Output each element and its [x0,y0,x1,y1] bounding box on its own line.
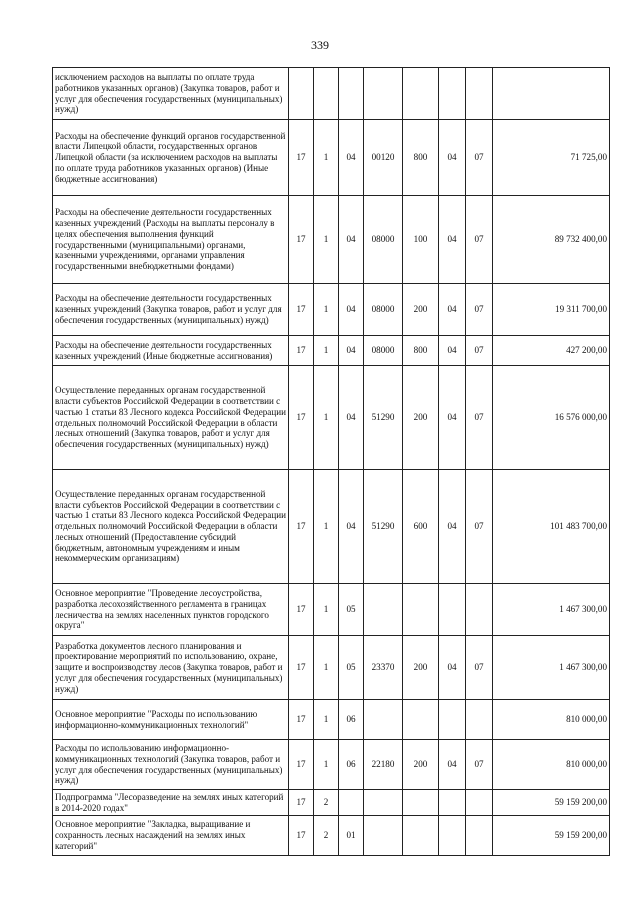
subprogram-code-cell: 2 [314,790,339,816]
row-name: Основное мероприятие "Расходы по использованию информационно-коммуникационных технологий" [53,700,289,740]
event-code-cell: 04 [339,120,364,196]
direction-code-cell [364,700,403,740]
table-row [53,816,610,856]
amount-cell [493,68,610,120]
row-name: Расходы по использованию информационно-коммуникационных технологий (Закупка товаров, работ и услуг для обеспечения государственных (муниципальных) нужд) [53,740,289,790]
expense-type-cell: 600 [403,470,439,584]
event-code-cell: 05 [339,584,364,636]
program-code-cell: 17 [289,636,314,700]
section-cell: 04 [439,366,466,470]
direction-code-cell [364,584,403,636]
subsection-cell [466,816,493,856]
subsection-cell: 07 [466,336,493,366]
section-cell [439,816,466,856]
budget-table [52,67,610,856]
expense-type-cell [403,584,439,636]
subprogram-code-cell: 1 [314,584,339,636]
amount-cell: 1 467 300,00 [493,584,610,636]
row-name: Подпрограмма "Лесоразведение на землях иных категорий в 2014-2020 годах" [53,790,289,816]
subsection-cell: 07 [466,284,493,336]
table-row [53,68,610,120]
event-code-cell [339,790,364,816]
event-code-cell: 04 [339,336,364,366]
expense-type-cell: 200 [403,284,439,336]
amount-cell: 59 159 200,00 [493,790,610,816]
program-code-cell: 17 [289,470,314,584]
program-code-cell: 17 [289,816,314,856]
row-name: Основное мероприятие "Проведение лесоустройства, разработка лесохозяйственного регламента в границах лесничества на землях населенных пунктов городского округа" [53,584,289,636]
section-cell: 04 [439,196,466,284]
expense-type-cell: 800 [403,120,439,196]
direction-code-cell: 00120 [364,120,403,196]
row-name: Осуществление переданных органам государственной власти субъектов Российской Федерации в соответствии с частью 1 статьи 83 Лесного кодекса Российской Федерации отдельных полномочий Российской Федерации в области лесных отношений (Закупка товаров, работ и услуг для обеспечения государственных (муниципальных) нужд) [53,366,289,470]
subprogram-code-cell: 1 [314,366,339,470]
section-cell: 04 [439,740,466,790]
table-row [53,584,610,636]
table-row [53,196,610,284]
direction-code-cell: 23370 [364,636,403,700]
event-code-cell: 01 [339,816,364,856]
row-name: Расходы на обеспечение деятельности государственных казенных учреждений (Иные бюджетные ассигнования) [53,336,289,366]
row-name: Разработка документов лесного планирования и проектирование мероприятий по использованию, охране, защите и воспроизводству лесов (Закупка товаров, работ и услуг для обеспечения государственных (муниципальных) нужд) [53,636,289,700]
amount-cell: 810 000,00 [493,740,610,790]
subprogram-code-cell: 2 [314,816,339,856]
section-cell: 04 [439,120,466,196]
subprogram-code-cell: 1 [314,470,339,584]
expense-type-cell: 200 [403,636,439,700]
amount-cell: 427 200,00 [493,336,610,366]
subsection-cell [466,700,493,740]
program-code-cell: 17 [289,120,314,196]
program-code-cell: 17 [289,740,314,790]
page-number: 339 [311,38,329,52]
subsection-cell [466,790,493,816]
expense-type-cell [403,790,439,816]
subprogram-code-cell: 1 [314,196,339,284]
row-name: Основное мероприятие "Закладка, выращивание и сохранность лесных насаждений на землях иных категорий" [53,816,289,856]
table-row [53,700,610,740]
subsection-cell [466,68,493,120]
subprogram-code-cell: 1 [314,740,339,790]
direction-code-cell: 08000 [364,336,403,366]
row-name: Расходы на обеспечение функций органов государственной власти Липецкой области, государственных органов Липецкой области (за исключением расходов на выплаты по оплате труда работников указанных органов) (Иные бюджетные ассигнования) [53,120,289,196]
subsection-cell: 07 [466,636,493,700]
event-code-cell: 04 [339,366,364,470]
section-cell: 04 [439,336,466,366]
program-code-cell: 17 [289,336,314,366]
amount-cell: 101 483 700,00 [493,470,610,584]
direction-code-cell [364,68,403,120]
table-row [53,284,610,336]
row-name: Расходы на обеспечение деятельности государственных казенных учреждений (Расходы на выплаты персоналу в целях обеспечения выполнения функций государственными (муниципальными) органами, казенными учреждениями, органами управления государственными внебюджетными фондами) [53,196,289,284]
subprogram-code-cell: 1 [314,336,339,366]
table-row [53,120,610,196]
program-code-cell [289,68,314,120]
expense-type-cell: 200 [403,740,439,790]
table-row [53,636,610,700]
section-cell: 04 [439,284,466,336]
direction-code-cell: 22180 [364,740,403,790]
event-code-cell: 04 [339,470,364,584]
subprogram-code-cell [314,68,339,120]
subsection-cell: 07 [466,740,493,790]
section-cell [439,584,466,636]
expense-type-cell: 200 [403,366,439,470]
amount-cell: 89 732 400,00 [493,196,610,284]
row-name: Расходы на обеспечение деятельности государственных казенных учреждений (Закупка товаров, работ и услуг для обеспечения государственных (муниципальных) нужд) [53,284,289,336]
program-code-cell: 17 [289,584,314,636]
expense-type-cell: 800 [403,336,439,366]
amount-cell: 1 467 300,00 [493,636,610,700]
table-row [53,336,610,366]
subsection-cell: 07 [466,120,493,196]
subsection-cell: 07 [466,366,493,470]
amount-cell: 59 159 200,00 [493,816,610,856]
event-code-cell: 04 [339,284,364,336]
expense-type-cell [403,700,439,740]
amount-cell: 16 576 000,00 [493,366,610,470]
event-code-cell: 06 [339,700,364,740]
direction-code-cell: 08000 [364,196,403,284]
section-cell: 04 [439,470,466,584]
program-code-cell: 17 [289,366,314,470]
expense-type-cell: 100 [403,196,439,284]
event-code-cell: 06 [339,740,364,790]
direction-code-cell: 51290 [364,366,403,470]
program-code-cell: 17 [289,284,314,336]
subprogram-code-cell: 1 [314,120,339,196]
section-cell [439,790,466,816]
table-row [53,470,610,584]
row-name: исключением расходов на выплаты по оплате труда работников указанных органов) (Закупка товаров, работ и услуг для обеспечения государственных (муниципальных) нужд) [53,68,289,120]
table-body [53,68,610,856]
event-code-cell: 05 [339,636,364,700]
direction-code-cell [364,790,403,816]
subsection-cell: 07 [466,196,493,284]
event-code-cell [339,68,364,120]
program-code-cell: 17 [289,790,314,816]
section-cell: 04 [439,636,466,700]
table-row [53,366,610,470]
direction-code-cell [364,816,403,856]
subsection-cell: 07 [466,470,493,584]
subprogram-code-cell: 1 [314,636,339,700]
section-cell [439,700,466,740]
subprogram-code-cell: 1 [314,700,339,740]
program-code-cell: 17 [289,700,314,740]
amount-cell: 19 311 700,00 [493,284,610,336]
direction-code-cell: 51290 [364,470,403,584]
event-code-cell: 04 [339,196,364,284]
amount-cell: 810 000,00 [493,700,610,740]
subprogram-code-cell: 1 [314,284,339,336]
expense-type-cell [403,68,439,120]
section-cell [439,68,466,120]
direction-code-cell: 08000 [364,284,403,336]
expense-type-cell [403,816,439,856]
amount-cell: 71 725,00 [493,120,610,196]
table-row [53,790,610,816]
table-row [53,740,610,790]
program-code-cell: 17 [289,196,314,284]
subsection-cell [466,584,493,636]
row-name: Осуществление переданных органам государственной власти субъектов Российской Федерации в соответствии с частью 1 статьи 83 Лесного кодекса Российской Федерации отдельных полномочий Российской Федерации в области лесных отношений (Предоставление субсидий бюджетным, автономным учреждениям и иным некоммерческим организациям) [53,470,289,584]
